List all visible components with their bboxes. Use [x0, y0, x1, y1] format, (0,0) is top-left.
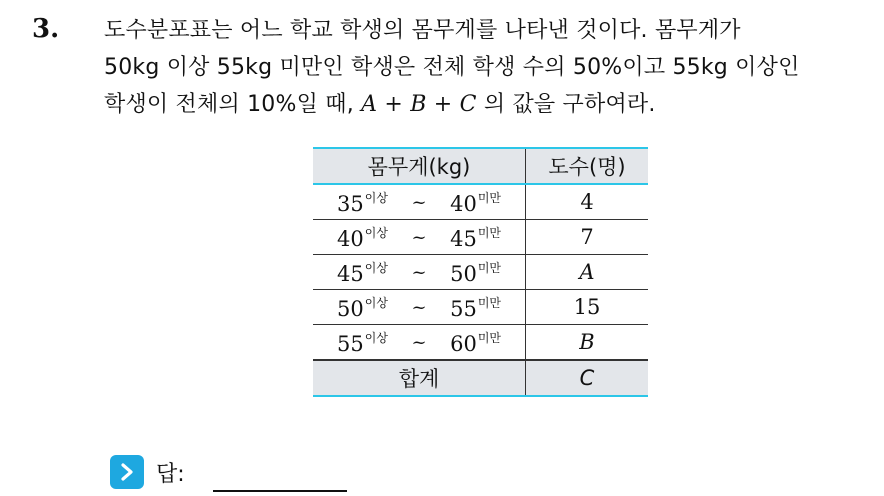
question-line-1: 도수분포표는 어느 학교 학생의 몸무게를 나타낸 것이다. 몸무게가	[104, 18, 741, 43]
range-from: 55	[337, 331, 364, 356]
question-number: 3.	[32, 14, 60, 44]
header-weight: 몸무게(kg)	[313, 148, 526, 184]
range-to: 50	[450, 261, 477, 286]
answer-area	[110, 455, 185, 489]
range-to-sup: 미만	[477, 190, 501, 205]
question-expression: A + B + C	[361, 92, 477, 117]
count-cell: A	[526, 255, 649, 290]
table-row	[313, 255, 648, 290]
range-from: 50	[337, 296, 364, 321]
total-value: C	[526, 360, 649, 396]
range-to-sup: 미만	[477, 330, 501, 345]
count-cell: B	[526, 325, 649, 361]
answer-label: 답:	[156, 461, 185, 487]
range-to: 60	[450, 331, 477, 356]
question-line-3-suffix: 의 값을 구하여라.	[476, 92, 656, 117]
range-from: 45	[337, 261, 364, 286]
chevron-right-icon	[110, 455, 144, 489]
range-tilde: ~	[411, 331, 427, 353]
range-to: 45	[450, 226, 477, 251]
table-row	[313, 325, 648, 361]
question-line-2: 50kg 이상 55kg 미만인 학생은 전체 학생 수의 50%이고 55kg 이상인	[104, 55, 800, 80]
range-to-sup: 미만	[477, 295, 501, 310]
table-row	[313, 184, 648, 220]
count-cell: 15	[526, 290, 649, 325]
range-from-sup: 이상	[364, 190, 388, 205]
range-from-sup: 이상	[364, 260, 388, 275]
table-row	[313, 220, 648, 255]
range-to: 55	[450, 296, 477, 321]
count-cell: 4	[526, 184, 649, 220]
table-total-row	[313, 360, 648, 396]
range-to: 40	[450, 191, 477, 216]
weight-range-cell	[313, 184, 526, 220]
total-label: 합계	[313, 360, 526, 396]
range-to-sup: 미만	[477, 260, 501, 275]
header-count: 도수(명)	[526, 148, 649, 184]
range-from-sup: 이상	[364, 295, 388, 310]
question-line-3	[104, 86, 874, 123]
weight-range-cell	[313, 220, 526, 255]
table-header-row	[313, 148, 648, 184]
range-tilde: ~	[411, 191, 427, 213]
range-from-sup: 이상	[364, 330, 388, 345]
weight-range-cell	[313, 255, 526, 290]
count-cell: 7	[526, 220, 649, 255]
range-tilde: ~	[411, 296, 427, 318]
range-tilde: ~	[411, 226, 427, 248]
answer-blank[interactable]	[213, 490, 347, 492]
range-from: 40	[337, 226, 364, 251]
range-tilde: ~	[411, 261, 427, 283]
weight-range-cell	[313, 290, 526, 325]
range-from-sup: 이상	[364, 225, 388, 240]
frequency-table	[313, 147, 648, 397]
range-from: 35	[337, 191, 364, 216]
question-text	[104, 12, 874, 123]
table-row	[313, 290, 648, 325]
question-line-3-prefix: 학생이 전체의 10%일 때,	[104, 92, 362, 117]
weight-range-cell	[313, 325, 526, 361]
range-to-sup: 미만	[477, 225, 501, 240]
